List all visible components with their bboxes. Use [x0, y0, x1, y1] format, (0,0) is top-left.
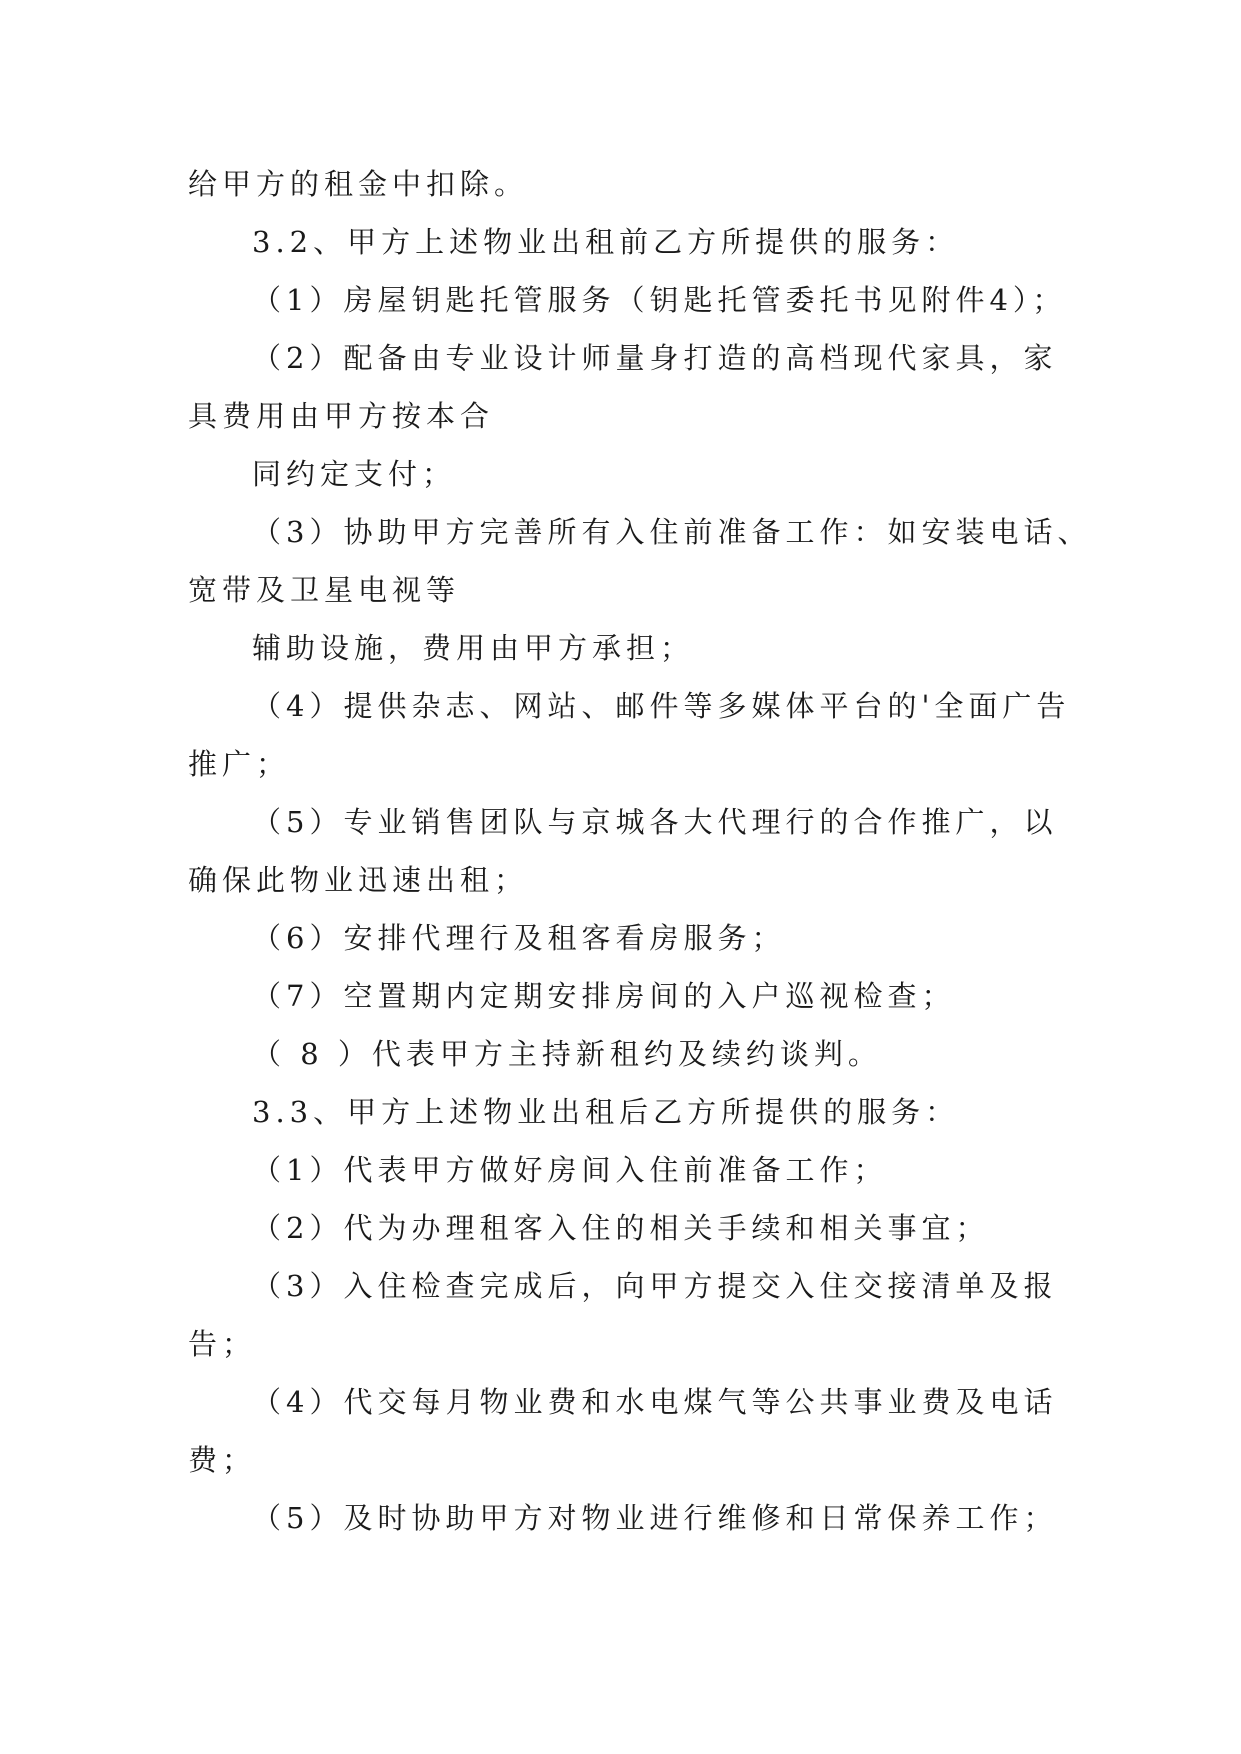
list-item: （4）代交每月物业费和水电煤气等公共事业费及电话: [252, 1385, 1058, 1419]
list-item: （2）配备由专业设计师量身打造的高档现代家具，家: [252, 341, 1058, 375]
list-item: （5）专业销售团队与京城各大代理行的合作推广，以: [252, 805, 1058, 839]
text-line: 同约定支付；: [252, 457, 457, 491]
list-item: （4）提供杂志、网站、邮件等多媒体平台的'全面广告: [252, 689, 1071, 723]
list-item: （1）代表甲方做好房间入住前准备工作；: [252, 1153, 888, 1187]
list-item: （2）代为办理租客入住的相关手续和相关事宜；: [252, 1211, 990, 1245]
section-heading: 3.2、甲方上述物业出租前乙方所提供的服务：: [252, 225, 960, 259]
list-item: （ 8 ）代表甲方主持新租约及续约谈判。: [252, 1037, 882, 1071]
text-line: 推广；: [188, 747, 291, 781]
list-item: （7）空置期内定期安排房间的入户巡视检查；: [252, 979, 956, 1013]
text-line: 辅助设施，费用由甲方承担；: [252, 631, 695, 665]
list-item: （6）安排代理行及租客看房服务；: [252, 921, 786, 955]
list-item: （3）协助甲方完善所有入住前准备工作：如安装电话、: [252, 515, 1092, 549]
section-heading: 3.3、甲方上述物业出租后乙方所提供的服务：: [252, 1095, 960, 1129]
text-line: 具费用由甲方按本合: [188, 399, 495, 433]
text-line: 告；: [188, 1327, 257, 1361]
text-line: 宽带及卫星电视等: [188, 573, 461, 607]
text-line: 给甲方的租金中扣除。: [188, 167, 529, 201]
list-item: （3）入住检查完成后，向甲方提交入住交接清单及报: [252, 1269, 1058, 1303]
list-item: （5）及时协助甲方对物业进行维修和日常保养工作；: [252, 1501, 1058, 1535]
text-line: 费；: [188, 1443, 257, 1477]
text-line: 确保此物业迅速出租；: [188, 863, 529, 897]
list-item: （1）房屋钥匙托管服务（钥匙托管委托书见附件4）；: [252, 283, 1067, 317]
